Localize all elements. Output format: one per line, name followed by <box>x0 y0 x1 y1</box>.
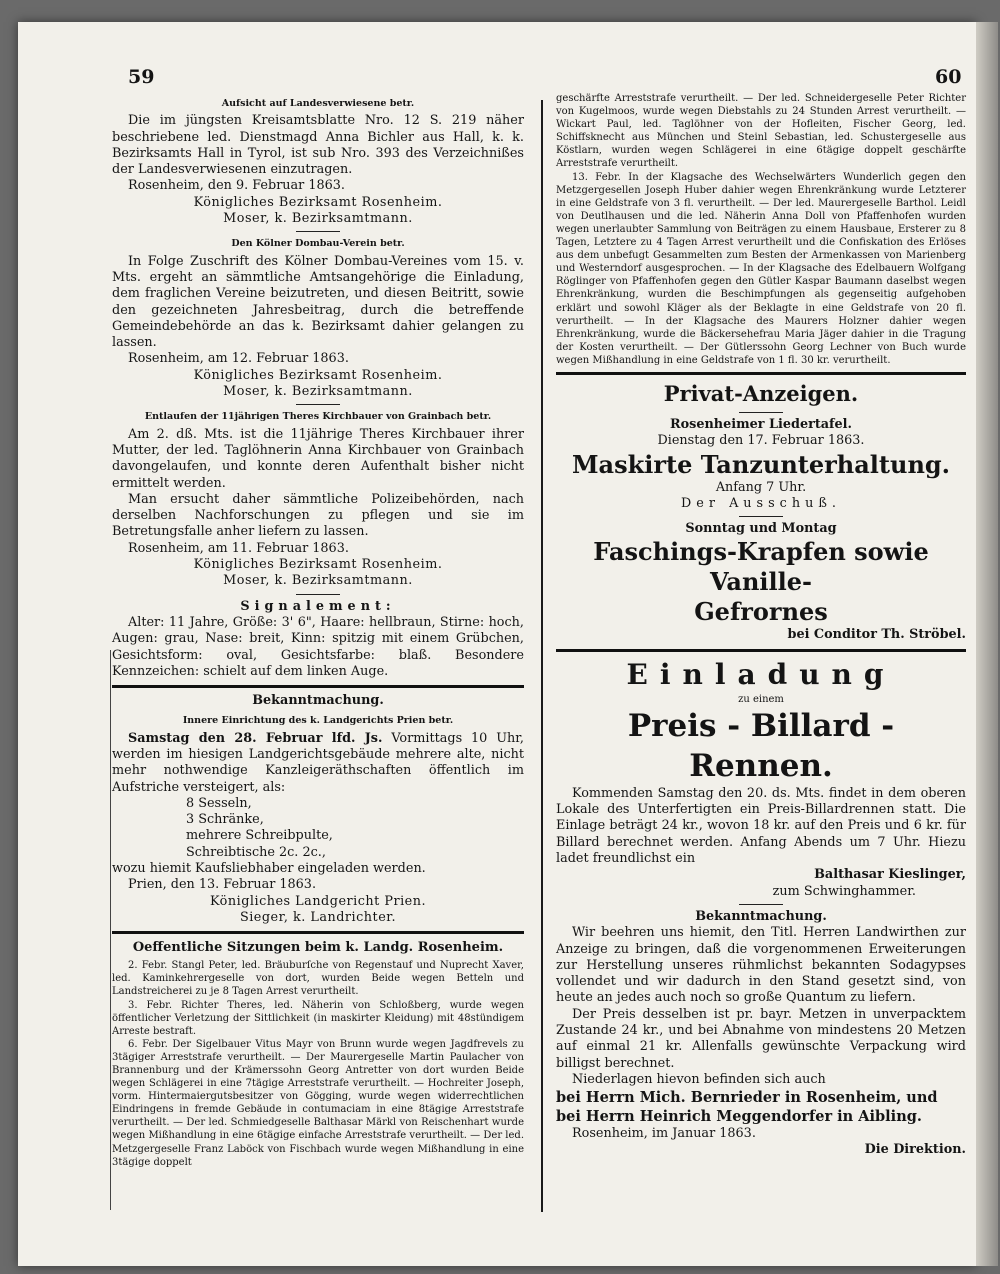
ad-date: Rosenheim, im Januar 1863. <box>572 1126 756 1142</box>
notice-kirchbauer <box>112 409 524 680</box>
notice-body: Die im jüngsten Kreisamtsblatte Nro. 12 S. 219 näher beschriebene led. Dienstmagd Anna Bichler aus Hall, k. k. Bezirksamts Hall in Tyrol, ist sub Nro. 393 des Verzeichnißes der Landesverwiesenen einzutragen. <box>112 113 524 178</box>
notice-body: Vormittags 10 Uhr, werden im hiesigen Landgerichtsgebäude mehrere alte, nicht mehr nothwendige Kanzleigeräthschaften öffentlich im Aufstriche versteigert, als: <box>112 730 524 795</box>
ad-title: Einladung <box>626 657 896 691</box>
ad-stroebel <box>556 521 966 644</box>
notice-office: Königliches Bezirksamt Rosenheim. <box>193 557 443 573</box>
page-number-right: 60 <box>935 66 962 88</box>
ad-place: zum Schwinghammer. <box>772 883 916 899</box>
notice-versteigerung <box>112 693 524 926</box>
ad-body: Niederlagen hievon befinden sich auch <box>572 1071 826 1087</box>
separator <box>296 231 340 232</box>
signalement-body: Alter: 11 Jahre, Größe: 3' 6", Haare: hellbraun, Stirne: hoch, Augen: grau, Nase: breit, Kinn: spitzig mit einem Grübchen, Gesichtsform: oval, Gesichtsfarbe: blaß. Besondere Kennzeichen: schielt auf dem linken Auge. <box>112 614 524 679</box>
notice-heading: Den Kölner Dombau-Verein betr. <box>231 238 405 250</box>
left-column-rule <box>110 650 111 1210</box>
right-column <box>556 92 966 1159</box>
ad-sodagyps <box>556 909 966 1159</box>
signalement-title: Signalement: <box>240 598 396 614</box>
column-divider <box>541 100 543 1212</box>
ad-body: Kommenden Samstag den 20. ds. Mts. findet in dem oberen Lokale des Unterfertigten ein Preis-Billardrennen statt. Die Einlage beträgt 24 kr., wovon 18 kr. auf den Preis und 6 kr. für Billard berechnet werden. Anfang Abends um 7 Uhr. Hiezu ladet freundlichst ein <box>556 785 966 867</box>
ad-start: Anfang 7 Uhr. <box>715 479 807 495</box>
thick-rule <box>112 685 524 688</box>
notice-office: Königliches Bezirksamt Rosenheim. <box>193 194 443 210</box>
notice-body: In Folge Zuschrift des Kölner Dombau-Vereines vom 15. v. Mts. ergeht an sämmtliche Amtsangehörige die Einladung, dem fraglichen Vereine beizutreten, und diesen Beitritt, sowie den gezeichneten Jahresbeitrag, durch die betreffende Gemeindebehörde an das k. Bezirksamt dahier gelangen zu lassen. <box>112 253 524 351</box>
auction-item: 3 Schränke, <box>186 812 264 828</box>
notice-date: Rosenheim, am 11. Februar 1863. <box>128 540 349 556</box>
thick-rule <box>556 649 966 652</box>
court-entry: 3. Febr. Richter Theres, led. Näherin von Schloßberg, wurde wegen öffentlicher Verletzung der Sittlichkeit (in maskirter Kleidung) mit 48stündigem Arreste bestraft. <box>112 999 524 1037</box>
notice-office: Königliches Landgericht Prien. <box>209 893 427 909</box>
court-entry: 2. Febr. Stangl Peter, led. Bräuburſche von Regenstauf und Nuprecht Xaver, led. Kaminkehrergeselle von dort, wurden Beide wegen Betteln und Landstreicherei zu je 8 Tagen Arrest verurtheilt. <box>112 960 524 998</box>
left-column <box>112 92 524 1169</box>
notice-dombau <box>112 236 524 400</box>
ad-location: bei Herrn Mich. Bernrieder in Rosenheim, und <box>556 1089 938 1107</box>
notice-signature: Moser, k. Bezirksamtmann. <box>223 211 413 227</box>
ad-by: bei Conditor Th. Ströbel. <box>787 627 966 643</box>
court-entry: 13. Febr. In der Klagsache des Wechselwärters Wunderlich gegen den Metzgergesellen Joseph Huber dahier wegen Ehrenkränkung wurde Letzterer in eine Geldstrafe von 3 fl. verurtheilt. — Der led. Maurergeselle Barthol. Leidl von Deutlhausen und die led. Näherin Anna Doll von Pfaffenhofen wurden wegen unerlaubter Sammlung von Beiträgen zu einem Hausbaue, Ersterer zu 8 Tagen, Letztere zu 4 Tagen Arrest verurtheilt und die Confiskation des Erlöses aus dem unbefugt Gesammelten zum Besten der Armenkassen von Marienberg und Westerndorf ausgesprochen. — In der Klagsache des Edelbauern Wolfgang Röglinger von Pfaffenhofen gegen den Gütler Kaspar Baumann daselbst wegen Ehrenkränkung, wurden die Beschimpfungen als gegenseitig aufgehoben erklärt und sowohl Kläger als der Beklagte in eine Geldstrafe von 20 fl. verurtheilt. — In der Klagsache des Maurers Holzner dahier wegen Ehrenkränkung, wurde die Bäckersehefrau Maria Jäger dahier in die Tragung der Kosten verurtheilt. — Der Gütlerssohn Georg Lechner von Buch wurde wegen Mißhandlung in eine Geldstrafe von 1 fl. 30 kr. verurtheilt. <box>556 171 966 366</box>
ad-location: bei Herrn Heinrich Meggendorfer in Aibling. <box>556 1108 922 1126</box>
ad-signature: Die Direktion. <box>864 1142 966 1158</box>
notice-date: Rosenheim, den 9. Februar 1863. <box>128 178 346 194</box>
ad-body: Wir beehren uns hiemit, den Titl. Herren Landwirthen zur Anzeige zu bringen, daß die vorgenommenen Erweiterungen zur Herstellung unseres rühmlichst bekannten Sodagypses vollendet und wir dadurch in den Stand gesetzt sind, von heute an jedes auch noch so große Quantum zu liefern. <box>556 925 966 1006</box>
ad-signature: Der Ausschuß. <box>681 495 841 511</box>
auction-item: mehrere Schreibpulte, <box>186 828 333 844</box>
ad-name: Balthasar Kieslinger, <box>814 867 966 883</box>
court-title: Oeffentliche Sitzungen beim k. Landg. Rosenheim. <box>132 940 504 956</box>
notice-body: Man ersucht daher sämmtliche Polizeibehörden, nach derselben Nachforschungen zu pflegen und sie im Betretungsfalle anher liefern zu lassen. <box>112 491 524 540</box>
ad-society: Rosenheimer Liedertafel. <box>669 416 852 432</box>
thick-rule <box>556 372 966 375</box>
ad-title: Faschings-Krapfen sowie Vanille- <box>593 537 929 597</box>
notice-title: Bekanntmachung. <box>252 693 384 709</box>
ad-body: Der Preis desselben ist pr. bayr. Metzen in unverpacktem Zustande 24 kr., und bei Abnahme von mindestens 20 Metzen auf einmal 21 kr. Allenfalls gewünschte Verpackung wird billigst berechnet. <box>556 1006 966 1071</box>
separator <box>296 594 340 595</box>
notice-landesverwiesene <box>112 96 524 227</box>
separator <box>296 404 340 405</box>
notice-office: Königliches Bezirksamt Rosenheim. <box>193 367 443 383</box>
notice-body: Am 2. dß. Mts. ist die 11jährige Theres Kirchbauer ihrer Mutter, der led. Taglöhnerin Anna Kirchbauer von Grainbach davongelaufen, und konnte deren Aufenthalt bisher nicht ermittelt werden. <box>112 426 524 491</box>
ad-liedertafel <box>556 417 966 512</box>
ad-billard <box>556 657 966 900</box>
ad-title: Gefrornes <box>694 597 828 627</box>
ad-days: Sonntag und Montag <box>685 521 837 537</box>
court-entry: 6. Febr. Der Sigelbauer Vitus Mayr von Brunn wurde wegen Jagdfrevels zu 3tägiger Arreststrafe verurtheilt. — Der Maurergeselle Martin Paulacher von Brannenburg und der Krämerssohn Georg Antretter von dort wurden Beide wegen Schlägerei in eine 7tägige Arreststrafe verurtheilt. — Hochreiter Joseph, vorm. Hintermaiergutsbesitzer von Gögging, wurde wegen widerrechtlichen Eindringens in fremde Gebäude in contumaciam in eine 8tägige Arreststrafe verurtheilt. — Der led. Schmiedgeselle Balthasar Märkl von Reischenhart wurde wegen Mißhandlung in eine 6tägige einfache Arreststrafe verurtheilt. — Der led. Metzgergeselle Franz Laböck von Fischbach wurde wegen Mißhandlung in eine 3tägige doppelt <box>112 1038 524 1168</box>
thick-rule <box>112 931 524 934</box>
ad-event: Preis - Billard - Rennen. <box>627 707 895 784</box>
auction-date: Samstag den 28. Februar lfd. Js. <box>128 730 383 746</box>
separator <box>739 412 783 413</box>
notice-date: Rosenheim, am 12. Februar 1863. <box>128 351 349 367</box>
ad-event: Maskirte Tanzunterhaltung. <box>571 449 951 479</box>
auction-item: Schreibtische 2c. 2c., <box>186 844 326 860</box>
auction-items <box>112 796 524 861</box>
private-ads-title: Privat-Anzeigen. <box>663 380 859 406</box>
court-sessions <box>112 939 524 1169</box>
notice-closing: wozu hiemit Kaufsliebhaber eingeladen werden. <box>112 861 426 877</box>
notice-heading: Entlaufen der 11jährigen Theres Kirchbauer von Grainbach betr. <box>144 411 492 423</box>
court-entry: geschärfte Arreststrafe verurtheilt. — Der led. Schneidergeselle Peter Richter von Kugelmoos, wurde wegen Diebstahls zu 24 Stunden Arrest verurtheilt. — Wickart Paul, led. Taglöhner von der Hofleiten, Fischer Georg, led. Schiffsknecht aus München und Steinl Sebastian, led. Schustergeselle aus Köstlarn, wurden wegen Schlägerei in eine 6tägige doppelt geschärfte Arreststrafe verurtheilt. <box>556 93 966 170</box>
notice-date: Prien, den 13. Februar 1863. <box>128 877 317 893</box>
notice-signature: Moser, k. Bezirksamtmann. <box>223 384 413 400</box>
notice-heading: Aufsicht auf Landesverwiesene betr. <box>221 98 415 109</box>
notice-signature: Sieger, k. Landrichter. <box>239 909 397 925</box>
notice-heading: Innere Einrichtung des k. Landgerichts Prien betr. <box>182 715 454 727</box>
auction-item: 8 Sesseln, <box>186 795 252 811</box>
ad-sub: zu einem <box>738 693 784 705</box>
page-number-left: 59 <box>128 66 155 88</box>
separator <box>739 516 783 517</box>
ad-title: Bekanntmachung. <box>695 908 827 924</box>
notice-signature: Moser, k. Bezirksamtmann. <box>223 573 413 589</box>
ad-date: Dienstag den 17. Februar 1863. <box>657 433 865 449</box>
separator <box>739 904 783 905</box>
